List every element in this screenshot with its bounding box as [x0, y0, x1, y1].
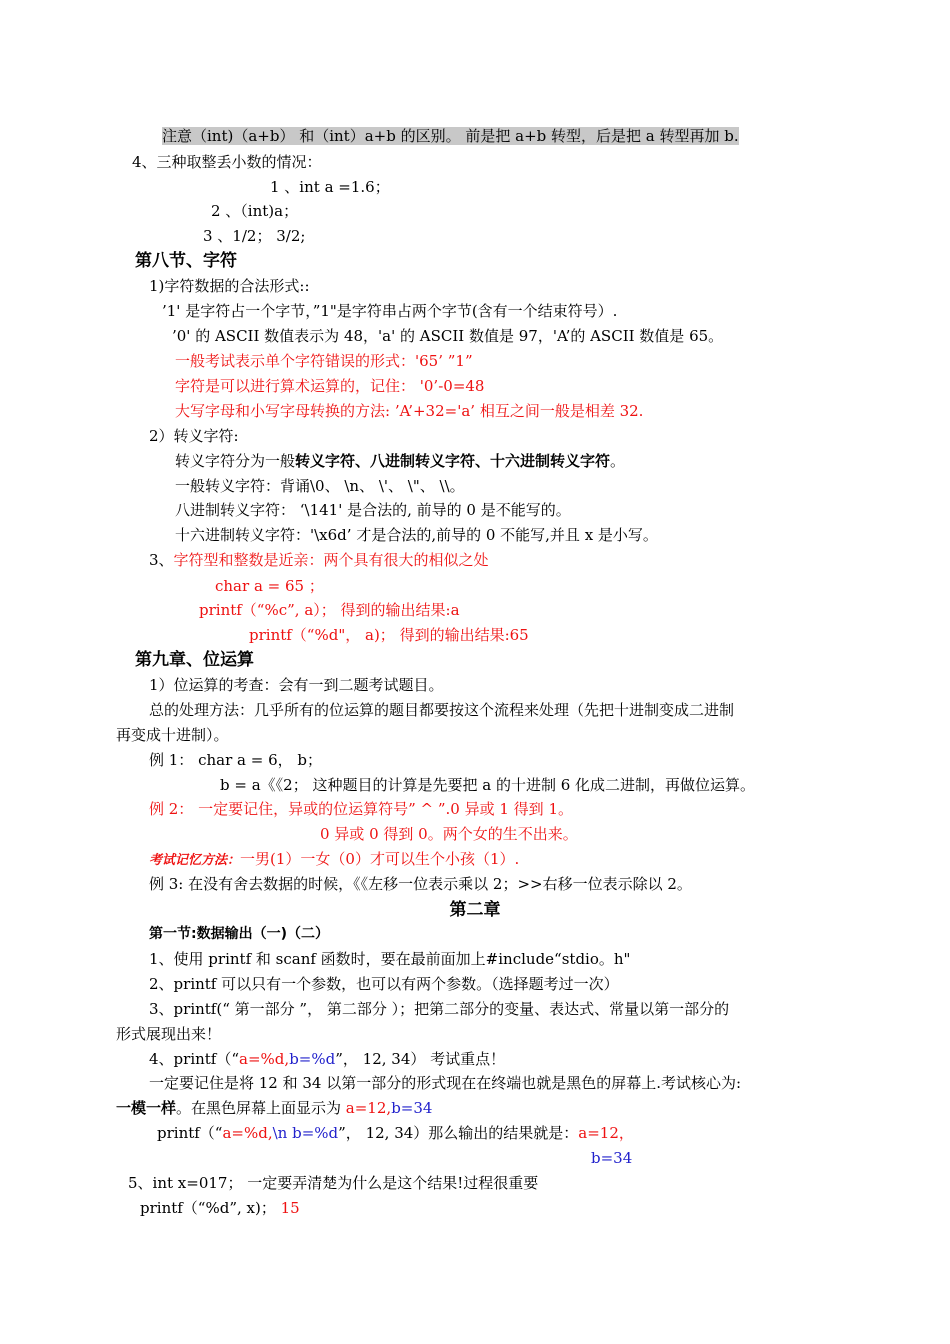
- example-2-cont: 0 异或 0 得到 0。两个女的生不出来。: [320, 825, 578, 843]
- general-escapes: 一般转义字符：背诵\0、 \n、 \'、 \"、 \\。: [175, 477, 465, 495]
- code-printf-d: printf（“%d"， a)； 得到的输出结果:65: [249, 626, 529, 644]
- hex-escapes: 十六进制转义字符：'\x6d’ 才是合法的,前导的 0 不能写,并且 x 是小写。: [175, 526, 658, 544]
- chapter-9-heading: 第九章、位运算: [135, 650, 254, 670]
- newline-output-b: b=34: [591, 1149, 633, 1167]
- char-int-relation: 3、字符型和整数是近亲：两个具有很大的相似之处: [149, 551, 489, 569]
- newline-example: printf（“a=%d,\n b=%d”， 12, 34）那么输出的结果就是：a=12，: [157, 1124, 634, 1142]
- char-legal-forms: 1)字符数据的合法形式::: [149, 277, 310, 295]
- ascii-values: ’0' 的 ASCII 数值表示为 48，'a' 的 ASCII 数值是 97，'A’的 ASCII 数值是 65。: [172, 327, 724, 345]
- example-2: 例 2： 一定要记住，异或的位运算符号” ^ ”.0 异或 1 得到 1。: [149, 800, 573, 818]
- note-int-cast: [162, 126, 739, 146]
- item-5-printf: printf（“%d”, x)； 15: [140, 1199, 300, 1217]
- bitwise-method-cont: 再变成十进制）。: [116, 726, 229, 744]
- code-char-a: char a = 65 ；: [215, 577, 324, 595]
- code-printf-c: printf（“%c”, a）； 得到的输出结果:a: [199, 601, 460, 619]
- example-1-shift: b = a《《2； 这种题目的计算是先要把 a 的十进制 6 化成二进制，再做位运算。: [220, 776, 756, 794]
- item-3: 3、printf(“ 第一部分 ”， 第二部分 ）；把第二部分的变量、表达式、常量以第一部分的: [149, 1000, 730, 1018]
- memory-tip: 考试记忆方法：一男(1）一女（0）才可以生个小孩（1）.: [149, 850, 520, 868]
- truncation-cases-heading: 4、三种取整丢小数的情况：: [132, 153, 322, 171]
- item-4: 4、printf（“a=%d,b=%d”， 12, 34） 考试重点！: [149, 1050, 506, 1068]
- case-3: 3 、1/2； 3/2;: [203, 227, 306, 245]
- char-vs-string: ’1' 是字符占一个字节，”1"是字符串占两个字节(含有一个结束符号）.: [162, 302, 618, 320]
- item-4-explain-cont: 一模一样。在黑色屏幕上面显示为 a=12,b=34: [116, 1099, 433, 1117]
- example-1: 例 1： char a = 6， b；: [149, 751, 322, 769]
- item-3-cont: 形式展现出来！: [116, 1025, 222, 1043]
- case-conversion: 大写字母和小写字母转换的方法: ’A’+32='a’ 相互之间一般是相差 32.: [175, 402, 644, 420]
- bitwise-exam: 1）位运算的考查：会有一到二题考试题目。: [149, 676, 444, 694]
- highlighted-text: 注意（int)（a+b） 和（int）a+b 的区别。 前是把 a+b 转型，后是把 a 转型再加 b.: [162, 127, 739, 145]
- section-1-heading: 第一节:数据输出（一)（二）: [149, 926, 329, 942]
- case-2: 2 、（int)a；: [211, 202, 299, 220]
- section-8-heading: 第八节、字符: [135, 251, 237, 271]
- case-1: 1 、int a =1.6；: [270, 178, 390, 196]
- char-arithmetic: 字符是可以进行算术运算的，记住： '0’-0=48: [175, 377, 485, 395]
- item-2: 2、printf 可以只有一个参数，也可以有两个参数。（选择题考过一次）: [149, 975, 619, 993]
- escape-chars-heading: 2）转义字符:: [149, 427, 239, 445]
- item-5: 5、int x=017； 一定要弄清楚为什么是这个结果!过程很重要: [128, 1174, 539, 1192]
- example-3: 例 3: 在没有舍去数据的时候，《《左移一位表示乘以 2；>>右移一位表示除以 2。: [149, 875, 692, 893]
- item-1: 1、使用 printf 和 scanf 函数时，要在最前面加上#include“stdio。h": [149, 950, 631, 968]
- escape-categories: 转义字符分为一般转义字符、八进制转义字符、十六进制转义字符。: [175, 452, 626, 470]
- chapter-2-heading: 第二章: [449, 900, 501, 920]
- bitwise-method: 总的处理方法：几乎所有的位运算的题目都要按这个流程来处理（先把十进制变成二进制: [149, 701, 735, 719]
- octal-escapes: 八进制转义字符： ‘\141' 是合法的, 前导的 0 是不能写的。: [175, 501, 571, 519]
- char-error-forms: 一般考试表示单个字符错误的形式：'65’ ”1”: [175, 352, 473, 370]
- item-4-explain: 一定要记住是将 12 和 34 以第一部分的形式现在在终端也就是黑色的屏幕上.考试核心为:: [149, 1074, 742, 1092]
